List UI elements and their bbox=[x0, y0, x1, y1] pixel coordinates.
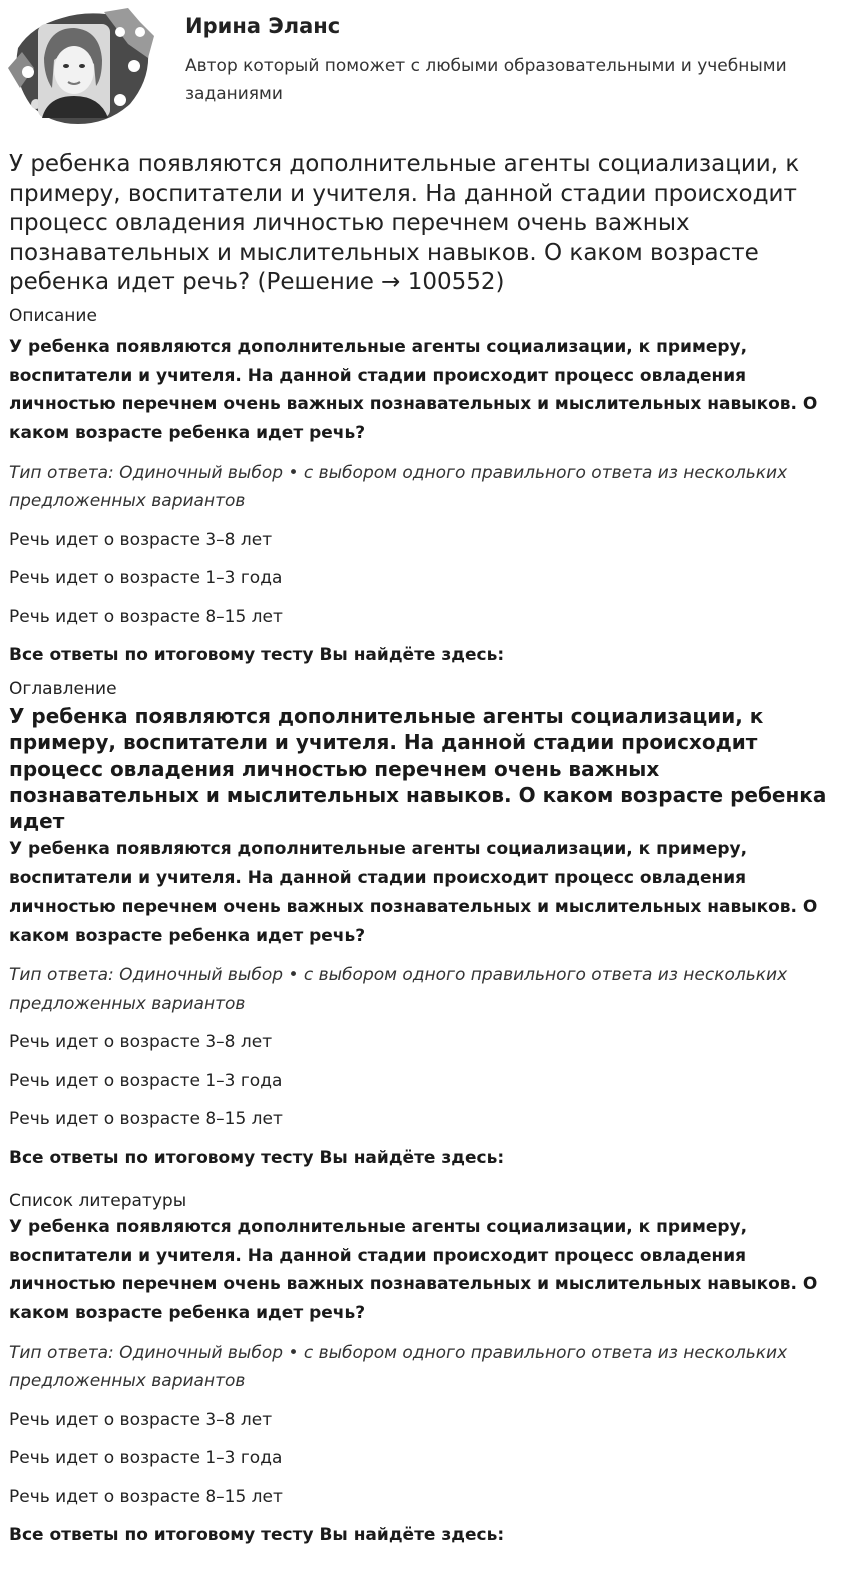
answer-option: Речь идет о возрасте 1–3 года bbox=[9, 568, 283, 589]
answer-option: Речь идет о возрасте 3–8 лет bbox=[9, 1409, 273, 1430]
section-label: Оглавление bbox=[9, 679, 117, 699]
author-card bbox=[0, 0, 847, 130]
author-photo bbox=[38, 24, 110, 118]
all-answers-link[interactable]: Все ответы по итоговому тесту Вы найдёте здесь: bbox=[9, 1525, 505, 1546]
author-description: Автор который поможет с любыми образовательными и учебными заданиями bbox=[185, 56, 787, 104]
answer-option: Речь идет о возрасте 8–15 лет bbox=[9, 1109, 283, 1130]
question-text: У ребенка появляются дополнительные агенты социализации, к примеру, воспитатели и учителя. На данной стадии происходит процесс овладения личностью перечнем очень важных познавательных и мыслительных навыков. О каком возрасте ребенка идет речь? bbox=[9, 337, 818, 444]
all-answers-link[interactable]: Все ответы по итоговому тесту Вы найдёте здесь: bbox=[9, 645, 505, 666]
toc-section bbox=[9, 679, 841, 1168]
answer-option: Речь идет о возрасте 1–3 года bbox=[9, 1070, 283, 1091]
bibliography-section bbox=[9, 1191, 841, 1545]
author-avatar[interactable] bbox=[8, 8, 154, 126]
answer-type: Тип ответа: Одиночный выбор • с выбором одного правильного ответа из нескольких предложенных вариантов bbox=[9, 462, 788, 512]
answer-option: Речь идет о возрасте 1–3 года bbox=[9, 1448, 283, 1469]
question-text: У ребенка появляются дополнительные агенты социализации, к примеру, воспитатели и учителя. На данной стадии происходит процесс овладения личностью перечнем очень важных познавательных и мыслительных навыков. О каком возрасте ребенка идет речь? bbox=[9, 1217, 818, 1324]
answer-type: Тип ответа: Одиночный выбор • с выбором одного правильного ответа из нескольких предложенных вариантов bbox=[9, 965, 788, 1014]
question-text: У ребенка появляются дополнительные агенты социализации, к примеру, воспитатели и учителя. На данной стадии происходит процесс овладения личностью перечнем очень важных познавательных и мыслительных навыков. О каком возрасте ребенка идет речь? bbox=[9, 839, 818, 946]
section-label: Список литературы bbox=[9, 1191, 187, 1211]
answer-option: Речь идет о возрасте 3–8 лет bbox=[9, 529, 273, 550]
answer-type: Тип ответа: Одиночный выбор • с выбором одного правильного ответа из нескольких предложенных вариантов bbox=[9, 1342, 788, 1392]
toc-heading[interactable]: У ребенка появляются дополнительные агенты социализации, к примеру, воспитатели и учителя. На данной стадии происходит процесс овладения личностью перечнем очень важных познавательных и мыслительных навыков. О каком возрасте ребенка идет bbox=[9, 704, 827, 834]
section-label: Описание bbox=[9, 306, 97, 326]
answer-option: Речь идет о возрасте 8–15 лет bbox=[9, 1486, 283, 1507]
answer-option: Речь идет о возрасте 8–15 лет bbox=[9, 606, 283, 627]
page-title: У ребенка появляются дополнительные агенты социализации, к примеру, воспитатели и учителя. На данной стадии происходит процесс овладения личностью перечнем очень важных познавательных и мыслительных навыков. О каком возрасте ребенка идет речь? (Решение → 100552) bbox=[9, 151, 800, 295]
answer-option: Речь идет о возрасте 3–8 лет bbox=[9, 1032, 273, 1053]
description-section bbox=[9, 306, 841, 665]
author-name[interactable]: Ирина Эланс bbox=[185, 14, 341, 38]
all-answers-link[interactable]: Все ответы по итоговому тесту Вы найдёте здесь: bbox=[9, 1147, 505, 1168]
